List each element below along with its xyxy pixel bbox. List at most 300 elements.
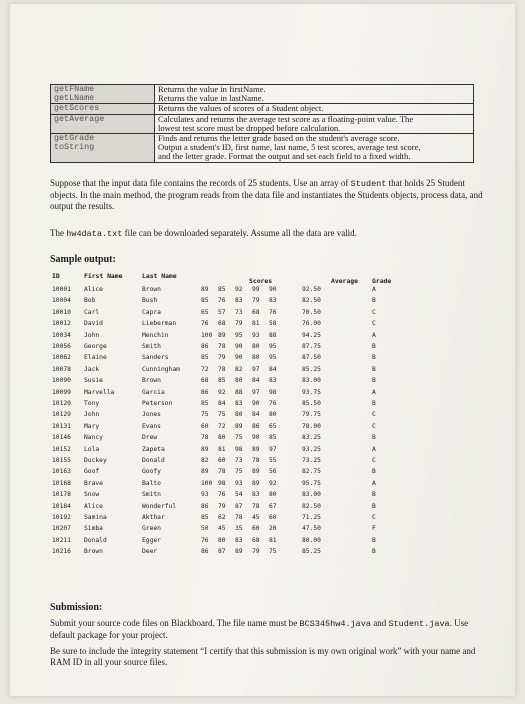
score-5: 81: [269, 536, 277, 544]
table-row: [50, 366, 510, 377]
first-name: Lola: [84, 445, 100, 453]
method-description: [155, 104, 474, 114]
score-2: 85: [218, 286, 226, 293]
first-name: Duckey: [84, 457, 107, 464]
first-name: George: [84, 343, 107, 350]
score-3: 95: [235, 331, 243, 339]
method-row: [51, 134, 474, 163]
first-name: Goof: [84, 468, 100, 476]
average-score: 85.25: [302, 365, 321, 373]
score-4: 80: [252, 343, 260, 350]
score-5: 83: [269, 297, 277, 305]
methods-table: [50, 84, 474, 163]
method-name: getFName: [54, 84, 95, 94]
table-row: [50, 491, 510, 502]
student-id: 10155: [52, 457, 71, 464]
table-row: [50, 411, 510, 422]
description-line: Finds and returns the letter grade based on the student's average score.: [158, 133, 400, 144]
score-5: 92: [269, 479, 277, 487]
score-1: 86: [201, 388, 209, 396]
score-1: 89: [201, 286, 209, 293]
letter-grade: B: [372, 354, 376, 362]
description-line: Output a student's ID, first name, last name, 5 test scores, average test score,: [158, 142, 421, 153]
submission-text-cont: . Use default package for your project.: [50, 618, 469, 640]
table-row: [50, 389, 510, 400]
student-id: 10163: [52, 468, 71, 476]
score-1: 85: [201, 400, 209, 407]
average-score: 80.00: [302, 536, 321, 544]
score-2: 45: [218, 525, 226, 533]
student-id: 10062: [52, 354, 71, 362]
last-name: Wonderful: [142, 502, 177, 510]
last-name: Balto: [142, 479, 161, 487]
score-1: 86: [201, 502, 209, 510]
col-header-average: Average: [331, 277, 358, 285]
student-id: 10090: [52, 377, 71, 385]
score-3: 78: [235, 514, 243, 521]
score-1: 85: [201, 354, 209, 362]
document-page: [10, 4, 515, 696]
letter-grade: B: [372, 434, 376, 442]
table-row: [50, 548, 510, 559]
score-3: 82: [235, 365, 243, 373]
score-5: 84: [269, 365, 277, 373]
submission-paragraph: [50, 618, 490, 641]
score-4: 89: [252, 479, 260, 487]
average-score: 82.75: [302, 468, 321, 476]
letter-grade: B: [372, 400, 376, 407]
intro-text: Suppose that the input data file contains the records of 25 students. Use an array of: [50, 178, 351, 188]
score-3: 80: [235, 411, 243, 419]
score-2: 84: [218, 400, 226, 407]
student-id: 10184: [52, 502, 71, 510]
score-4: 93: [252, 331, 260, 339]
score-1: 78: [201, 434, 209, 442]
first-name: Carl: [84, 308, 100, 316]
first-name: Mary: [84, 422, 100, 430]
student-id: 10120: [52, 400, 71, 407]
student-id: 10216: [52, 548, 71, 556]
score-5: 65: [269, 422, 277, 430]
letter-grade: B: [372, 502, 376, 510]
score-4: 99: [252, 286, 260, 293]
main-file-name: BCS345hw4.java: [299, 619, 371, 629]
score-4: 90: [252, 434, 260, 442]
integrity-paragraph: Be sure to include the integrity statement “I certify that this submission is my own original work” with your name and RAM ID in all your source files.: [50, 646, 476, 667]
score-3: 75: [235, 468, 243, 476]
student-id: 10211: [52, 536, 71, 544]
student-id: 10004: [52, 297, 71, 305]
score-2: 79: [218, 502, 226, 510]
score-4: 81: [252, 320, 260, 328]
average-score: 93.75: [302, 388, 321, 396]
score-2: 80: [218, 434, 226, 442]
score-2: 75: [218, 411, 226, 419]
score-4: 89: [252, 445, 260, 453]
method-description: [155, 114, 474, 133]
student-file-name: Student.java: [388, 619, 450, 629]
score-3: 90: [235, 343, 243, 350]
score-3: 89: [235, 422, 243, 430]
score-2: 68: [218, 320, 226, 328]
first-name: Marvella: [84, 388, 115, 396]
score-5: 75: [269, 548, 277, 556]
submission-text-and: and: [370, 618, 389, 628]
letter-grade: B: [372, 343, 376, 350]
table-row: [50, 503, 510, 514]
average-score: 87.75: [302, 343, 321, 350]
score-4: 79: [252, 297, 260, 305]
score-4: 97: [252, 388, 260, 396]
student-id: 10099: [52, 388, 71, 396]
last-name: Smitn: [142, 491, 161, 499]
score-2: 85: [218, 377, 226, 385]
score-2: 87: [218, 548, 226, 556]
score-3: 54: [235, 491, 243, 499]
letter-grade: B: [372, 536, 376, 544]
student-id: 10034: [52, 331, 71, 339]
score-5: 83: [269, 377, 277, 385]
submission-text: Submit your source code files on Blackboard. The file name must be: [50, 618, 300, 628]
letter-grade: A: [372, 479, 376, 487]
table-row: [50, 297, 510, 308]
score-2: 78: [218, 468, 226, 476]
letter-grade: C: [372, 422, 376, 430]
average-score: 70.50: [302, 308, 321, 316]
average-score: 83.00: [302, 491, 321, 499]
first-name: Bob: [84, 297, 96, 305]
table-row: [50, 480, 510, 491]
score-3: 80: [235, 377, 243, 385]
score-4: 90: [252, 400, 260, 407]
letter-grade: B: [372, 468, 376, 476]
method-name: getScores: [54, 103, 100, 114]
score-4: 83: [252, 491, 260, 499]
table-row: [50, 377, 510, 388]
intro-code: Student: [350, 179, 387, 189]
score-1: 85: [201, 514, 209, 521]
first-name: Alice: [84, 286, 103, 293]
first-name: Susie: [84, 377, 103, 385]
average-score: 73.25: [302, 457, 321, 464]
submission-heading: Submission:: [50, 602, 103, 613]
score-3: 92: [235, 286, 243, 293]
score-3: 90: [235, 354, 243, 362]
table-row: [50, 286, 510, 297]
score-1: 86: [201, 343, 209, 350]
score-4: 86: [252, 422, 260, 430]
description-line: and the letter grade. Format the output and set each field to a fixed width.: [158, 151, 411, 162]
score-2: 62: [218, 514, 226, 521]
method-names: [51, 85, 155, 104]
average-score: 78.00: [302, 422, 321, 430]
method-row: [51, 104, 474, 114]
data-file-name: hw4data.txt: [66, 229, 123, 239]
table-row: [50, 525, 510, 536]
score-2: 72: [218, 422, 226, 430]
score-1: 100: [201, 331, 213, 339]
score-5: 55: [269, 457, 277, 464]
letter-grade: A: [372, 388, 376, 396]
table-row: [50, 332, 510, 343]
score-4: 97: [252, 365, 260, 373]
score-3: 88: [235, 388, 243, 396]
letter-grade: B: [372, 377, 376, 385]
score-3: 89: [235, 548, 243, 556]
score-1: 76: [201, 536, 209, 544]
score-2: 78: [218, 365, 226, 373]
score-4: 84: [252, 411, 260, 419]
sample-output-heading: Sample output:: [50, 254, 116, 265]
average-score: 92.50: [302, 286, 321, 293]
score-5: 85: [269, 434, 277, 442]
average-score: 82.50: [302, 297, 321, 305]
score-5: 80: [269, 491, 277, 499]
table-row: [50, 320, 510, 331]
letter-grade: A: [372, 331, 376, 339]
last-name: Egger: [142, 536, 161, 544]
score-2: 76: [218, 491, 226, 499]
description-line: Returns the value in lastName.: [158, 93, 264, 104]
score-1: 86: [201, 548, 209, 556]
method-name: getGrade: [54, 133, 95, 144]
student-id: 10146: [52, 434, 71, 442]
table-row: [50, 457, 510, 468]
first-name: David: [84, 320, 103, 328]
score-2: 80: [218, 536, 226, 544]
student-id: 10152: [52, 445, 71, 453]
first-name: Jack: [84, 365, 100, 373]
student-id: 10192: [52, 514, 71, 521]
average-score: 85.25: [302, 548, 321, 556]
first-name: Snow: [84, 491, 100, 499]
first-name: Donald: [84, 536, 107, 544]
table-row: [50, 343, 510, 354]
last-name: Akthar: [142, 514, 165, 521]
score-1: 82: [201, 457, 209, 464]
method-description: [155, 134, 474, 163]
last-name: Cunningham: [142, 365, 180, 373]
method-name: getAverage: [54, 113, 105, 124]
average-score: 71.25: [302, 514, 321, 521]
student-id: 10056: [52, 343, 71, 350]
letter-grade: A: [372, 445, 376, 453]
score-2: 78: [218, 343, 226, 350]
table-row: [50, 400, 510, 411]
score-1: 100: [201, 479, 213, 487]
score-5: 95: [269, 343, 277, 350]
average-score: 76.00: [302, 320, 321, 328]
last-name: Menchin: [142, 331, 169, 339]
score-5: 88: [269, 331, 277, 339]
last-name: Donald: [142, 457, 165, 464]
score-3: 93: [235, 479, 243, 487]
score-1: 89: [201, 468, 209, 476]
score-1: 50: [201, 525, 209, 533]
letter-grade: F: [372, 525, 376, 533]
first-name: Brave: [84, 479, 103, 487]
average-score: 93.25: [302, 445, 321, 453]
student-id: 10131: [52, 422, 71, 430]
score-4: 84: [252, 377, 260, 385]
score-2: 92: [218, 388, 226, 396]
student-id: 10078: [52, 365, 71, 373]
letter-grade: C: [372, 320, 376, 328]
score-2: 60: [218, 457, 226, 464]
score-4: 78: [252, 502, 260, 510]
score-4: 68: [252, 308, 260, 316]
score-2: 76: [218, 297, 226, 305]
score-3: 73: [235, 457, 243, 464]
letter-grade: B: [372, 297, 376, 305]
score-2: 79: [218, 354, 226, 362]
last-name: Jones: [142, 411, 161, 419]
last-name: Bush: [142, 297, 158, 305]
score-3: 73: [235, 308, 243, 316]
score-5: 76: [269, 308, 277, 316]
first-name: Tony: [84, 400, 100, 407]
table-row: [50, 468, 510, 479]
score-4: 89: [252, 468, 260, 476]
last-name: Green: [142, 525, 161, 533]
last-name: Goofy: [142, 468, 161, 476]
score-1: 68: [201, 377, 209, 385]
score-5: 67: [269, 502, 277, 510]
last-name: Sanders: [142, 354, 169, 362]
score-3: 98: [235, 445, 243, 453]
table-row: [50, 354, 510, 365]
score-5: 95: [269, 354, 277, 362]
last-name: Lieberman: [142, 320, 177, 328]
first-name: Nancy: [84, 434, 103, 442]
download-paragraph: [50, 228, 490, 240]
table-row: [50, 309, 510, 320]
score-2: 98: [218, 479, 226, 487]
first-name: John: [84, 331, 100, 339]
score-3: 87: [235, 502, 243, 510]
score-3: 75: [235, 434, 243, 442]
last-name: Capra: [142, 308, 161, 316]
score-3: 35: [235, 525, 243, 533]
average-score: 83.25: [302, 434, 321, 442]
average-score: 82.50: [302, 502, 321, 510]
average-score: 47.50: [302, 525, 321, 533]
method-names: [51, 104, 155, 114]
score-1: 93: [201, 491, 209, 499]
score-3: 79: [235, 320, 243, 328]
student-id: 10010: [52, 308, 71, 316]
student-id: 10178: [52, 491, 71, 499]
score-5: 97: [269, 445, 277, 453]
col-header-grade: Grade: [372, 277, 392, 285]
last-name: Zapeta: [142, 445, 165, 453]
score-1: 76: [201, 320, 209, 328]
student-id: 10207: [52, 525, 71, 533]
first-name: Simba: [84, 525, 103, 533]
average-score: 79.75: [302, 411, 321, 419]
score-4: 80: [252, 354, 260, 362]
score-5: 98: [269, 388, 277, 396]
score-5: 80: [269, 411, 277, 419]
average-score: 85.50: [302, 400, 321, 407]
letter-grade: C: [372, 457, 376, 464]
score-5: 56: [269, 468, 277, 476]
sample-output: [50, 272, 510, 572]
score-3: 83: [235, 297, 243, 305]
score-1: 75: [201, 411, 209, 419]
score-4: 78: [252, 457, 260, 464]
score-1: 89: [201, 445, 209, 453]
score-5: 76: [269, 400, 277, 407]
score-4: 60: [252, 525, 260, 533]
letter-grade: C: [372, 411, 376, 419]
download-text: The: [50, 228, 67, 238]
method-name: getLName: [54, 93, 95, 104]
method-name: toString: [54, 142, 95, 153]
download-text-cont: file can be downloaded separately. Assume all the data are valid.: [122, 228, 357, 238]
average-score: 83.00: [302, 377, 321, 385]
last-name: Smith: [142, 343, 161, 350]
letter-grade: B: [372, 548, 376, 556]
score-1: 65: [201, 308, 209, 316]
last-name: Peterson: [142, 400, 173, 407]
description-line: Returns the value in firstName.: [158, 84, 266, 94]
col-header-first: First Name: [84, 272, 123, 280]
student-id: 10012: [52, 320, 71, 328]
description-line: Returns the values of scores of a Student object.: [158, 103, 324, 114]
first-name: Brown: [84, 548, 103, 556]
last-name: Garcia: [142, 388, 165, 396]
first-name: John: [84, 411, 100, 419]
score-3: 83: [235, 536, 243, 544]
table-row: [50, 537, 510, 548]
last-name: Brown: [142, 377, 161, 385]
average-score: 87.50: [302, 354, 321, 362]
letter-grade: C: [372, 514, 376, 521]
method-row: [51, 85, 474, 104]
average-score: 94.25: [302, 331, 321, 339]
score-2: 57: [218, 308, 226, 316]
score-5: 90: [269, 286, 277, 293]
score-5: 58: [269, 320, 277, 328]
letter-grade: C: [372, 308, 376, 316]
average-score: 95.75: [302, 479, 321, 487]
score-4: 79: [252, 548, 260, 556]
score-1: 60: [201, 422, 209, 430]
method-row: [51, 114, 474, 133]
method-description: [155, 85, 474, 104]
description-line: lowest test score must be dropped before calculation.: [158, 122, 341, 133]
table-row: [50, 423, 510, 434]
first-name: Samina: [84, 514, 107, 521]
score-5: 20: [269, 525, 277, 533]
letter-grade: A: [372, 286, 376, 293]
student-id: 10001: [52, 286, 71, 293]
table-row: [50, 446, 510, 457]
col-header-id: ID: [52, 272, 60, 280]
method-names: [51, 134, 155, 163]
intro-paragraph: [50, 178, 490, 212]
last-name: Deer: [142, 548, 158, 556]
score-5: 60: [269, 514, 277, 521]
letter-grade: B: [372, 491, 376, 499]
score-4: 45: [252, 514, 260, 521]
table-row: [50, 514, 510, 525]
description-line: Calculates and returns the average test score as a floating-point value. The: [158, 113, 414, 124]
score-2: 81: [218, 445, 226, 453]
intro-text-cont: that holds 25 Student objects. In the main method, the program reads from the data file and instantiates the Students objects, process data, and output the results.: [50, 178, 483, 211]
col-header-last: Last Name: [142, 272, 177, 280]
